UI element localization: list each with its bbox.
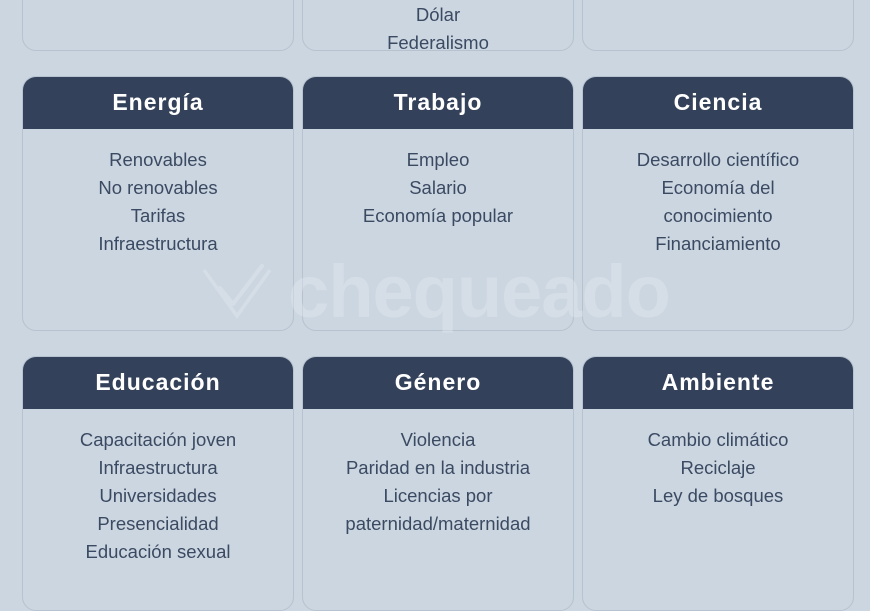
topic-item: Licencias por	[383, 485, 493, 506]
topic-card-economia-body	[303, 0, 573, 51]
topic-card-energia-title: Energía	[23, 77, 293, 129]
topic-card-ciencia[interactable]	[582, 76, 854, 331]
topic-item: Empleo	[406, 149, 470, 170]
topic-item: Paridad en la industria	[345, 457, 531, 478]
topic-card-trabajo-title: Trabajo	[303, 77, 573, 129]
topic-item: Educación sexual	[85, 541, 231, 562]
topic-item: Tarifas	[130, 205, 186, 226]
topic-item: Desarrollo científico	[636, 149, 800, 170]
topic-item: conocimiento	[663, 205, 773, 226]
topic-item: Salario	[409, 177, 467, 198]
topic-item: Federalismo	[387, 32, 489, 51]
topic-card-energia-body	[23, 129, 293, 330]
topic-item: paternidad/maternidad	[345, 513, 531, 534]
topic-item: Economía popular	[362, 205, 514, 226]
topic-card-educacion[interactable]	[22, 356, 294, 611]
topic-card-ambiente-title: Ambiente	[583, 357, 853, 409]
topic-card-top-left-body	[23, 0, 293, 50]
topic-item: Ley de bosques	[652, 485, 784, 506]
topic-item: Capacitación joven	[79, 429, 237, 450]
topic-item: Infraestructura	[98, 233, 218, 254]
topic-item: Economía del	[661, 177, 775, 198]
topic-item: Cambio climático	[647, 429, 789, 450]
topic-item: Presencialidad	[97, 513, 219, 534]
topic-card-top-right[interactable]	[582, 0, 854, 51]
topic-card-top-right-body	[583, 0, 853, 50]
topic-card-genero-title: Género	[303, 357, 573, 409]
topic-card-top-left[interactable]	[22, 0, 294, 51]
topic-card-ambiente[interactable]	[582, 356, 854, 611]
topic-card-trabajo-body	[303, 129, 573, 330]
topic-item: Infraestructura	[98, 457, 218, 478]
topic-item: No renovables	[98, 177, 218, 198]
topic-card-economia[interactable]	[302, 0, 574, 51]
topic-card-ciencia-body	[583, 129, 853, 330]
topic-item: Reciclaje	[680, 457, 756, 478]
topic-item: Universidades	[99, 485, 217, 506]
topic-card-genero[interactable]	[302, 356, 574, 611]
topic-card-energia[interactable]	[22, 76, 294, 331]
topic-card-ciencia-title: Ciencia	[583, 77, 853, 129]
topic-item: Financiamiento	[655, 233, 781, 254]
topic-item: Dólar	[415, 4, 461, 25]
topic-card-trabajo[interactable]	[302, 76, 574, 331]
topic-item: Violencia	[400, 429, 476, 450]
topic-item: Renovables	[109, 149, 207, 170]
topic-card-educacion-title: Educación	[23, 357, 293, 409]
watermark-text: chequeado	[288, 250, 670, 333]
